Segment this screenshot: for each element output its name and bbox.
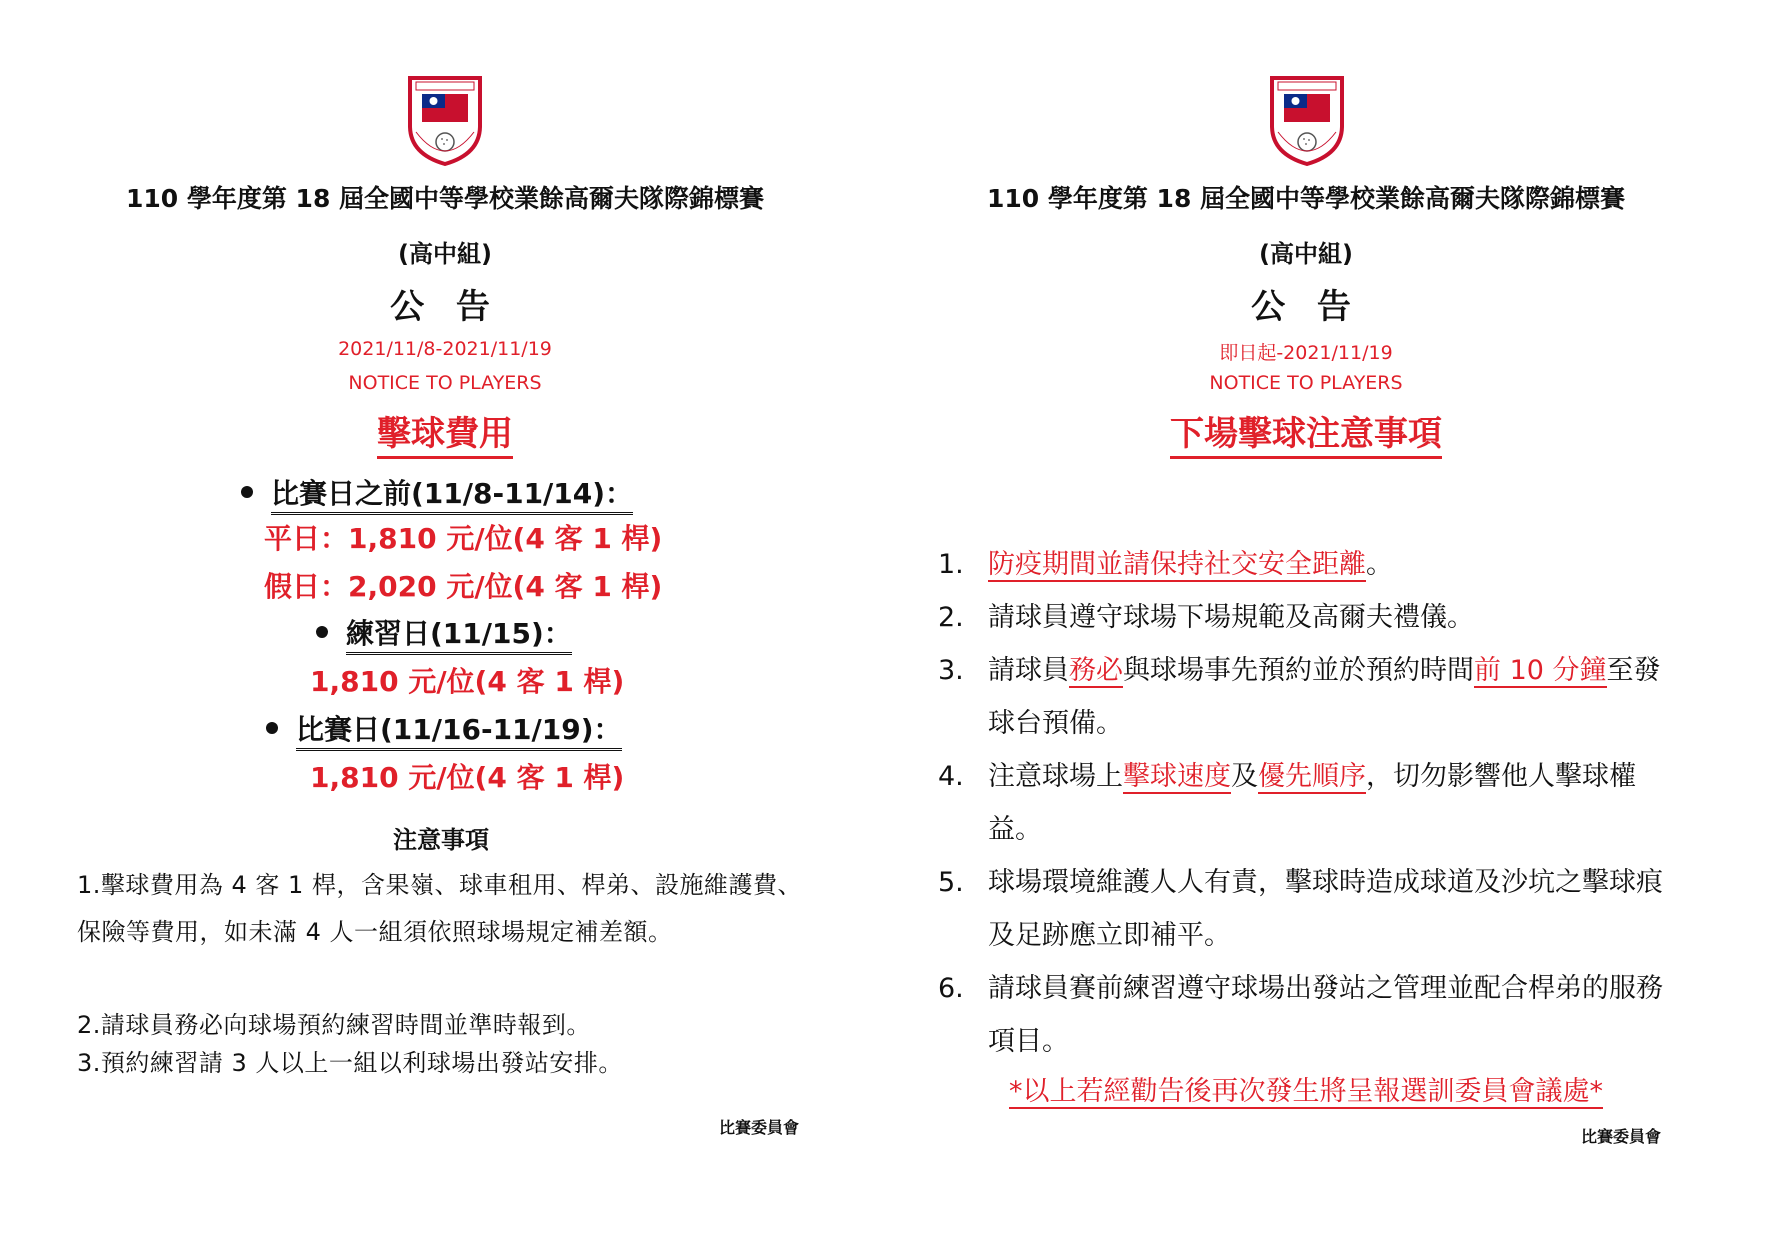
rule-text — [988, 591, 1668, 644]
price-match: 1,810 元/位(4 客 1 桿) — [310, 761, 625, 794]
highlighted-phrase: 擊球速度 — [1123, 761, 1231, 792]
rule-text — [988, 962, 1668, 1068]
left-division: (高中組) — [398, 240, 492, 268]
rule-text — [988, 538, 1668, 591]
warning-text: *以上若經勸告後再次發生將呈報選訓委員會議處* — [1009, 1076, 1603, 1107]
rule-phrase: 及 — [1231, 761, 1258, 792]
right-notice-label: NOTICE TO PLAYERS — [1209, 372, 1403, 394]
price-weekday: 平日：1,810 元/位(4 客 1 桿) — [264, 522, 663, 555]
bullet-icon — [266, 722, 278, 734]
garoc-logo-icon — [1268, 74, 1346, 166]
rule-phrase: 。 — [1366, 549, 1393, 580]
left-notice-label: NOTICE TO PLAYERS — [348, 372, 542, 394]
rule-number: 1. — [938, 549, 964, 580]
highlighted-phrase: 防疫期間並請保持社交安全距離 — [988, 549, 1366, 580]
rule-text — [988, 644, 1668, 750]
rule-text — [988, 856, 1668, 962]
rule-phrase: 至發球台預備。 — [988, 655, 1661, 739]
bullet-icon — [316, 626, 328, 638]
note-2: 2.請球員務必向球場預約練習時間並準時報到。 — [77, 1011, 591, 1039]
rule-number: 2. — [938, 602, 964, 633]
left-page-title: 110 學年度第 18 屆全國中等學校業餘高爾夫隊際錦標賽 — [125, 184, 765, 213]
rule-number: 5. — [938, 867, 964, 898]
price-practice: 1,810 元/位(4 客 1 桿) — [310, 665, 625, 698]
rule-text — [988, 750, 1668, 856]
right-announcement: 公 告 — [1251, 287, 1361, 327]
note-1: 1.擊球費用為 4 客 1 桿，含果嶺、球車租用、桿弟、設施維護費、保險等費用，如未滿 4 人一組須依照球場規定補差額。 — [77, 871, 802, 946]
period-match: 比賽日(11/16-11/19)： — [266, 708, 622, 748]
rule-phrase: 球場環境維護人人有責，擊球時造成球道及沙坑之擊球痕及足跡應立即補平。 — [988, 867, 1663, 951]
right-date-range: 即日起-2021/11/19 — [1219, 342, 1393, 364]
rule-phrase: 與球場事先預約並於預約時間 — [1123, 655, 1474, 686]
rule-phrase: 請球員 — [988, 655, 1069, 686]
note-3: 3.預約練習請 3 人以上一組以利球場出發站安排。 — [77, 1049, 623, 1077]
right-division: (高中組) — [1259, 240, 1353, 268]
rule-number: 3. — [938, 655, 964, 686]
rule-phrase: 請球員遵守球場下場規範及高爾夫禮儀。 — [988, 602, 1474, 633]
left-date-range: 2021/11/8-2021/11/19 — [338, 338, 552, 360]
right-page-title: 110 學年度第 18 屆全國中等學校業餘高爾夫隊際錦標賽 — [986, 184, 1626, 213]
left-announcement: 公 告 — [390, 287, 500, 327]
notes-title: 注意事項 — [393, 826, 489, 854]
rule-phrase: 注意球場上 — [988, 761, 1123, 792]
highlighted-phrase: 務必 — [1069, 655, 1123, 686]
garoc-logo-icon — [406, 74, 484, 166]
highlighted-phrase: 優先順序 — [1258, 761, 1366, 792]
bullet-icon — [241, 486, 253, 498]
rule-phrase: ，切勿影響他人擊球權益。 — [988, 761, 1636, 845]
rule-phrase: 請球員賽前練習遵守球場出發站之管理並配合桿弟的服務項目。 — [988, 973, 1663, 1057]
left-heading: 擊球費用 — [0, 406, 890, 455]
right-signature: 比賽委員會 — [1581, 1127, 1662, 1146]
right-heading: 下場擊球注意事項 — [876, 406, 1736, 455]
rule-number: 6. — [938, 973, 964, 1004]
period-pre-match: 比賽日之前(11/8-11/14)： — [241, 472, 633, 512]
highlighted-phrase: 前 10 分鐘 — [1474, 655, 1607, 686]
left-signature: 比賽委員會 — [719, 1118, 800, 1137]
period-practice: 練習日(11/15)： — [316, 612, 572, 652]
price-holiday: 假日：2,020 元/位(4 客 1 桿) — [264, 570, 663, 603]
rule-number: 4. — [938, 761, 964, 792]
